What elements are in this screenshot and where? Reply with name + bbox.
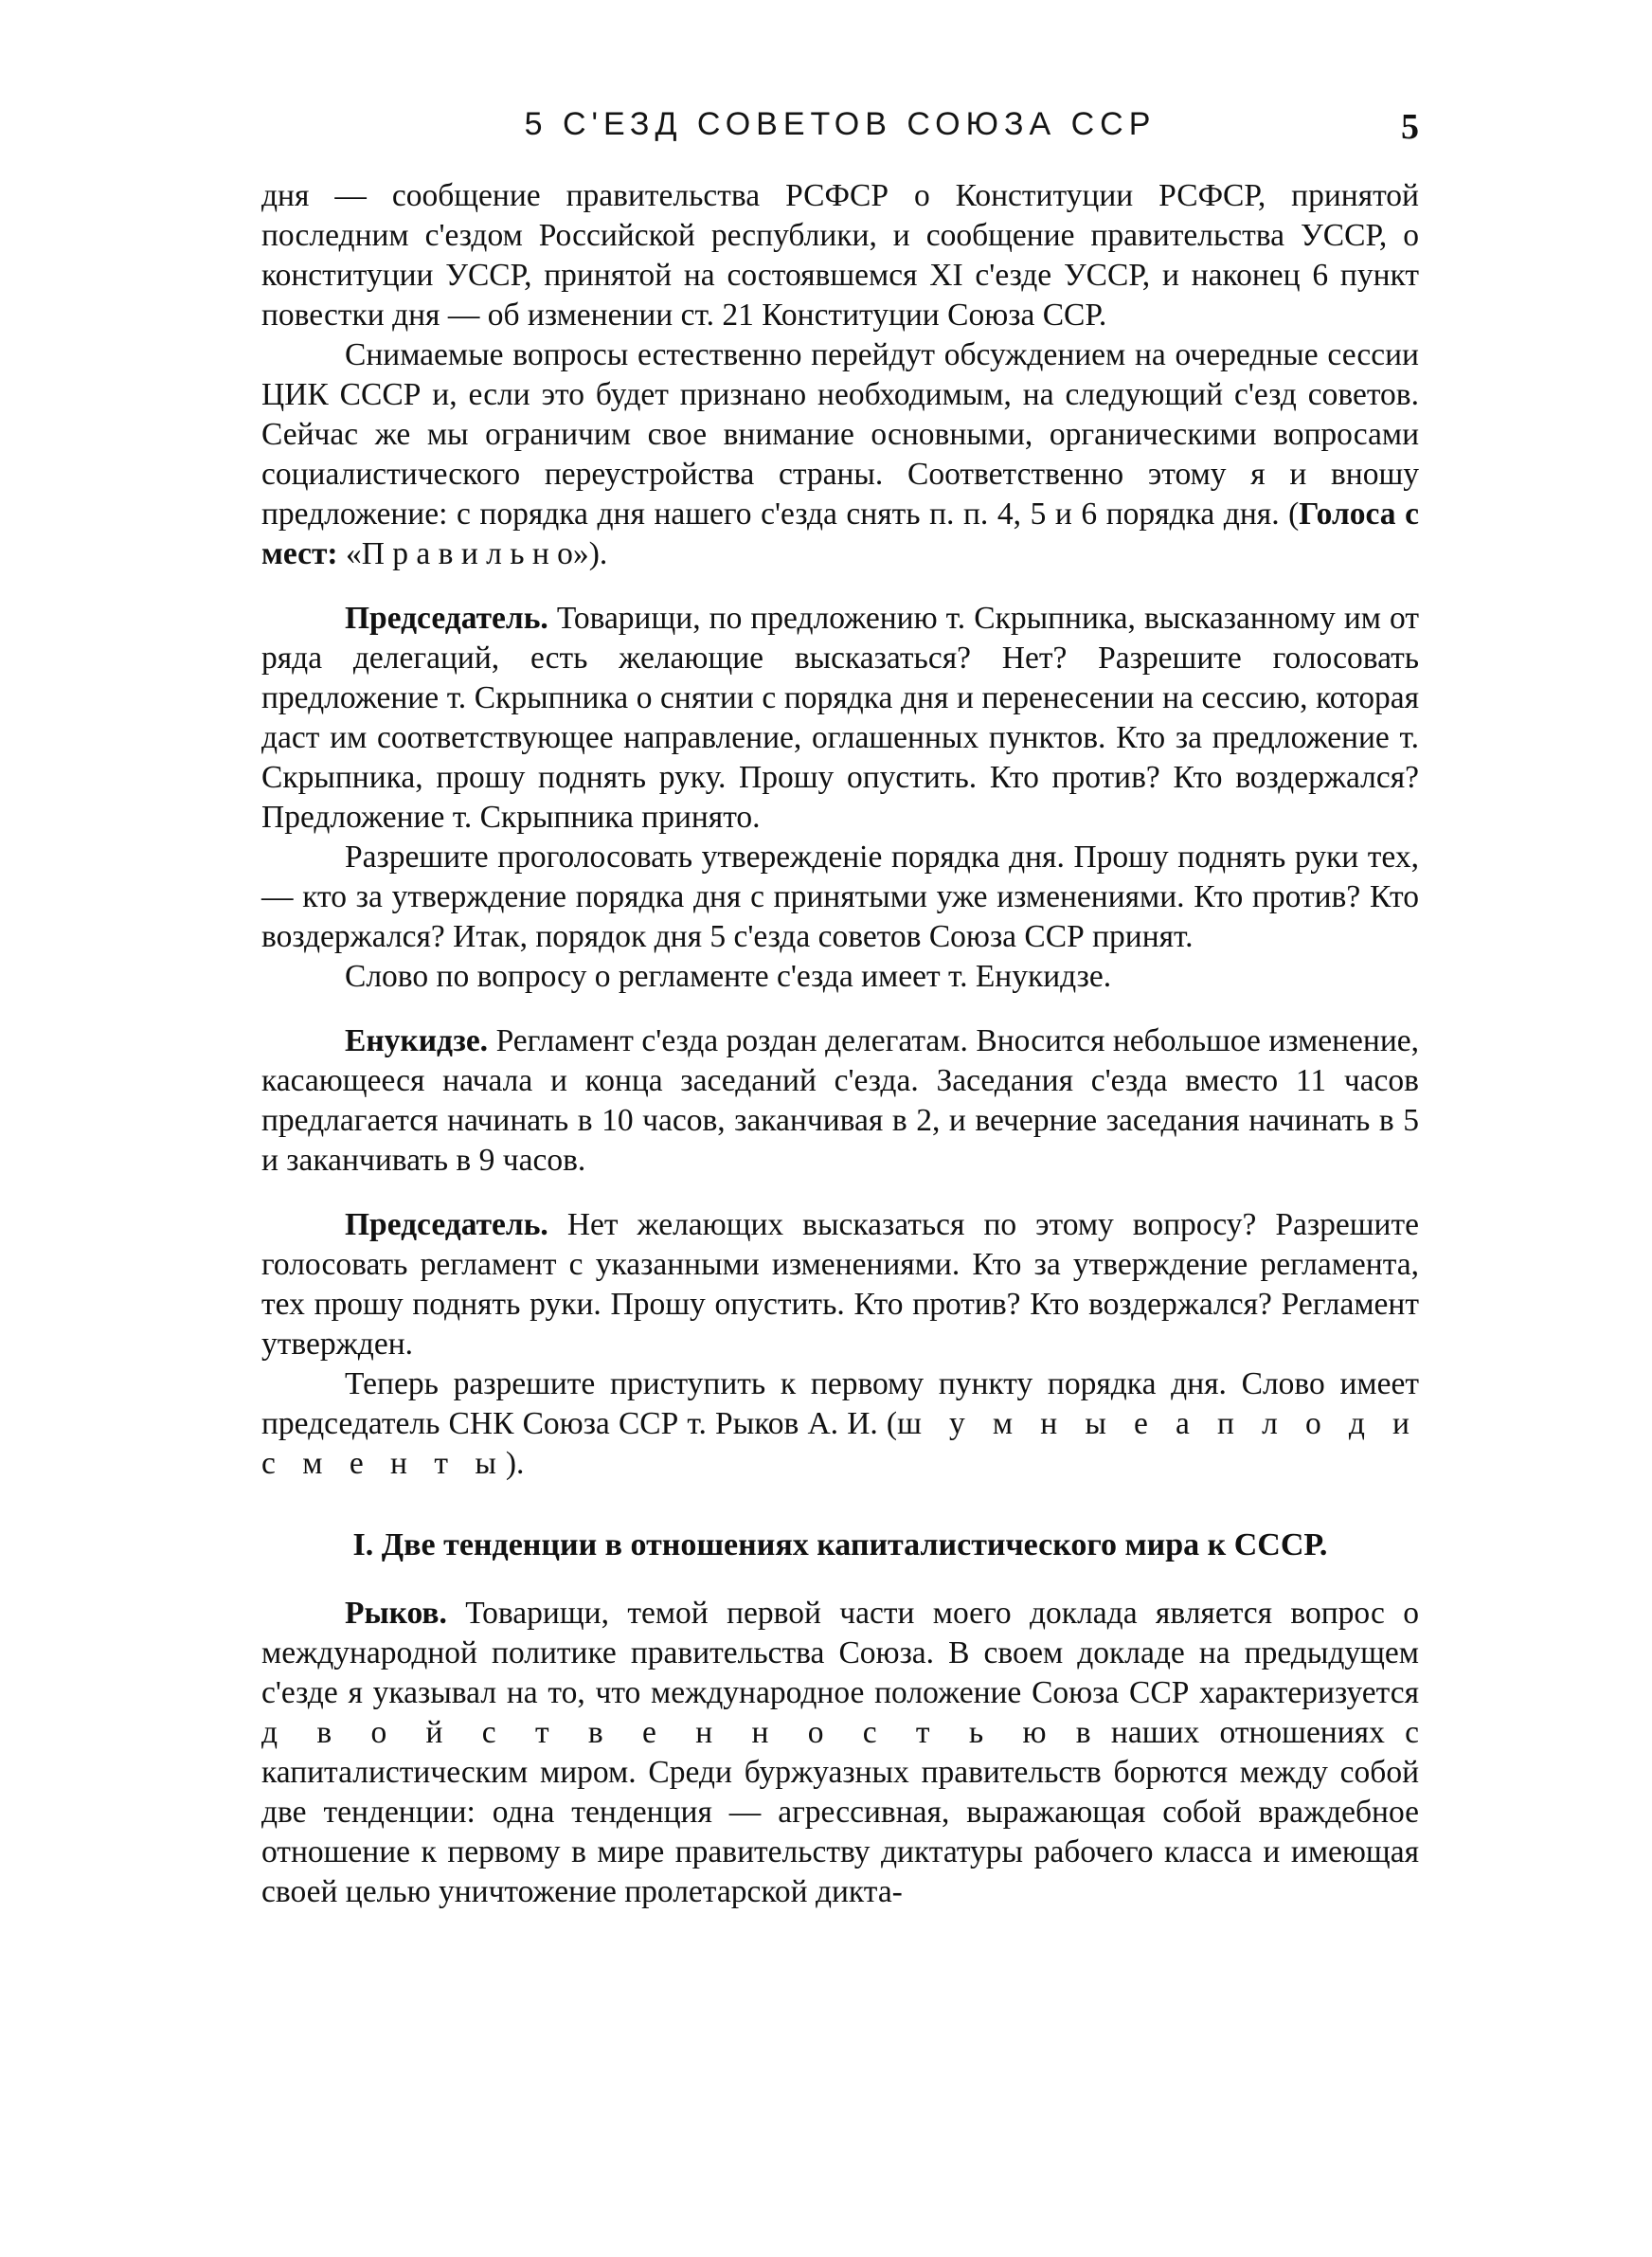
paragraph-text: Товарищи, по предложению т. Скрыпника, высказанному им от ряда делегаций, есть желающие высказаться? Нет? Разрешите голосовать предложение т. Скрыпника о снятии с порядка дня и перенесении на сессию, которая даст им соответствующее направление, оглашенных пунктов. Кто за предложение т. Скрыпника, прошу поднять руку. Прошу опустить. Кто против? Кто воздержался? Предложение т. Скрыпника принято. [261,601,1419,835]
running-title: 5 С'ЕЗД СОВЕТОВ СОЮЗА ССР [524,106,1157,142]
paragraph-close: ). [588,536,608,571]
paragraph-regulation-floor [261,957,1419,997]
page-number: 5 [1401,107,1419,147]
body-text [261,176,1419,1912]
paragraph-agenda-approval [261,838,1419,957]
paragraph-text: Теперь разрешите приступить к первому пункту порядка дня. Слово имеет председатель СНК Союза ССР т. Рыков А. И. ( [261,1366,1419,1441]
voices-label: Голоса с мест: [261,497,1419,571]
paragraph-chairman-vote [261,599,1419,838]
speaker-name: Председатель. [345,1207,548,1242]
paragraph-text: Слово по вопросу о регламенте с'езда имеет т. Енукидзе. [345,959,1112,994]
paragraph-text: Нет желающих высказаться по этому вопросу? Разрешите голосовать регламент с указанными изменениями. Кто за утверждение регламента, тех прошу поднять руки. Прошу опустить. Кто против? Кто воздержался? Регламент утвержден. [261,1207,1419,1362]
paragraph-text: Разрешите проголосовать утвережденіе порядка дня. Прошу поднять руки тех, — кто за утверждение порядка дня с принятыми уже изменениями. Кто против? Кто воздержался? Итак, порядок дня 5 с'езда советов Союза ССР принят. [261,840,1419,954]
voices-remark: «П р а в и л ь н о» [337,536,589,571]
paragraph-removed-questions [261,335,1419,574]
paragraph-text: в наших отношениях с капиталистическим миром. Среди буржуазных правительств борются между собой две тенденции: одна тенденция — агрессивная, выражающая собой враждебное отношение к первому в мире правительству диктатуры рабочего класса и имеющая своей целью уничтожение пролетарской дикта- [261,1715,1420,1909]
paragraph-text: дня — сообщение правительства РСФСР о Конституции РСФСР, принятой последним с'ездом Российской республики, и сообщение правительства УССР, о конституции УССР, принятой на состоявшемся XI с'езде УССР, и наконец 6 пункт повестки дня — об изменении ст. 21 Конституции Союза ССР. [261,178,1419,333]
paragraph-first-item [261,1364,1419,1484]
speaker-name: Рыков. [345,1596,447,1631]
emphasis-duality: д в о й с т в е н н о с т ь ю [261,1715,1056,1750]
paragraph-agenda-continuation [261,176,1419,335]
paragraph-close: ). [505,1446,525,1481]
section-heading: I. Две тенденции в отношениях капиталистического мира к СССР. [352,1527,1328,1562]
paragraph-chairman-regulation [261,1205,1419,1364]
running-head [261,106,1419,163]
speaker-name: Енукидзе. [345,1023,489,1058]
paragraph-rykov [261,1594,1419,1912]
paragraph-text: Товарищи, темой первой части моего доклада является вопрос о международной политике правительства Союза. В своем докладе на предыдущем с'езде я указывал на то, что международное положение Союза ССР характеризуется [261,1596,1419,1710]
book-page [261,106,1419,1912]
speaker-name: Председатель. [345,601,548,636]
applause-remark: ш у м н ы е а п л о д и с м е н т ы [261,1406,1419,1481]
paragraph-text: Снимаемые вопросы естественно перейдут обсуждением на очередные сессии ЦИК СССР и, если это будет признано необходимым, на следующий с'езд советов. Сейчас же мы ограничим свое внимание основными, органическими вопросами социалистического переустройства страны. Соответственно этому я и вношу предложение: с порядка дня нашего с'езда снять п. п. 4, 5 и 6 порядка дня. ( [261,337,1419,532]
paragraph-enukidze [261,1021,1419,1181]
paragraph-text: Регламент с'езда роздан делегатам. Вносится небольшое изменение, касающееся начала и конца заседаний с'езда. Заседания с'езда вместо 11 часов предлагается начинать в 10 часов, заканчивая в 2, и вечерние заседания начинать в 5 и заканчивать в 9 часов. [261,1023,1419,1178]
